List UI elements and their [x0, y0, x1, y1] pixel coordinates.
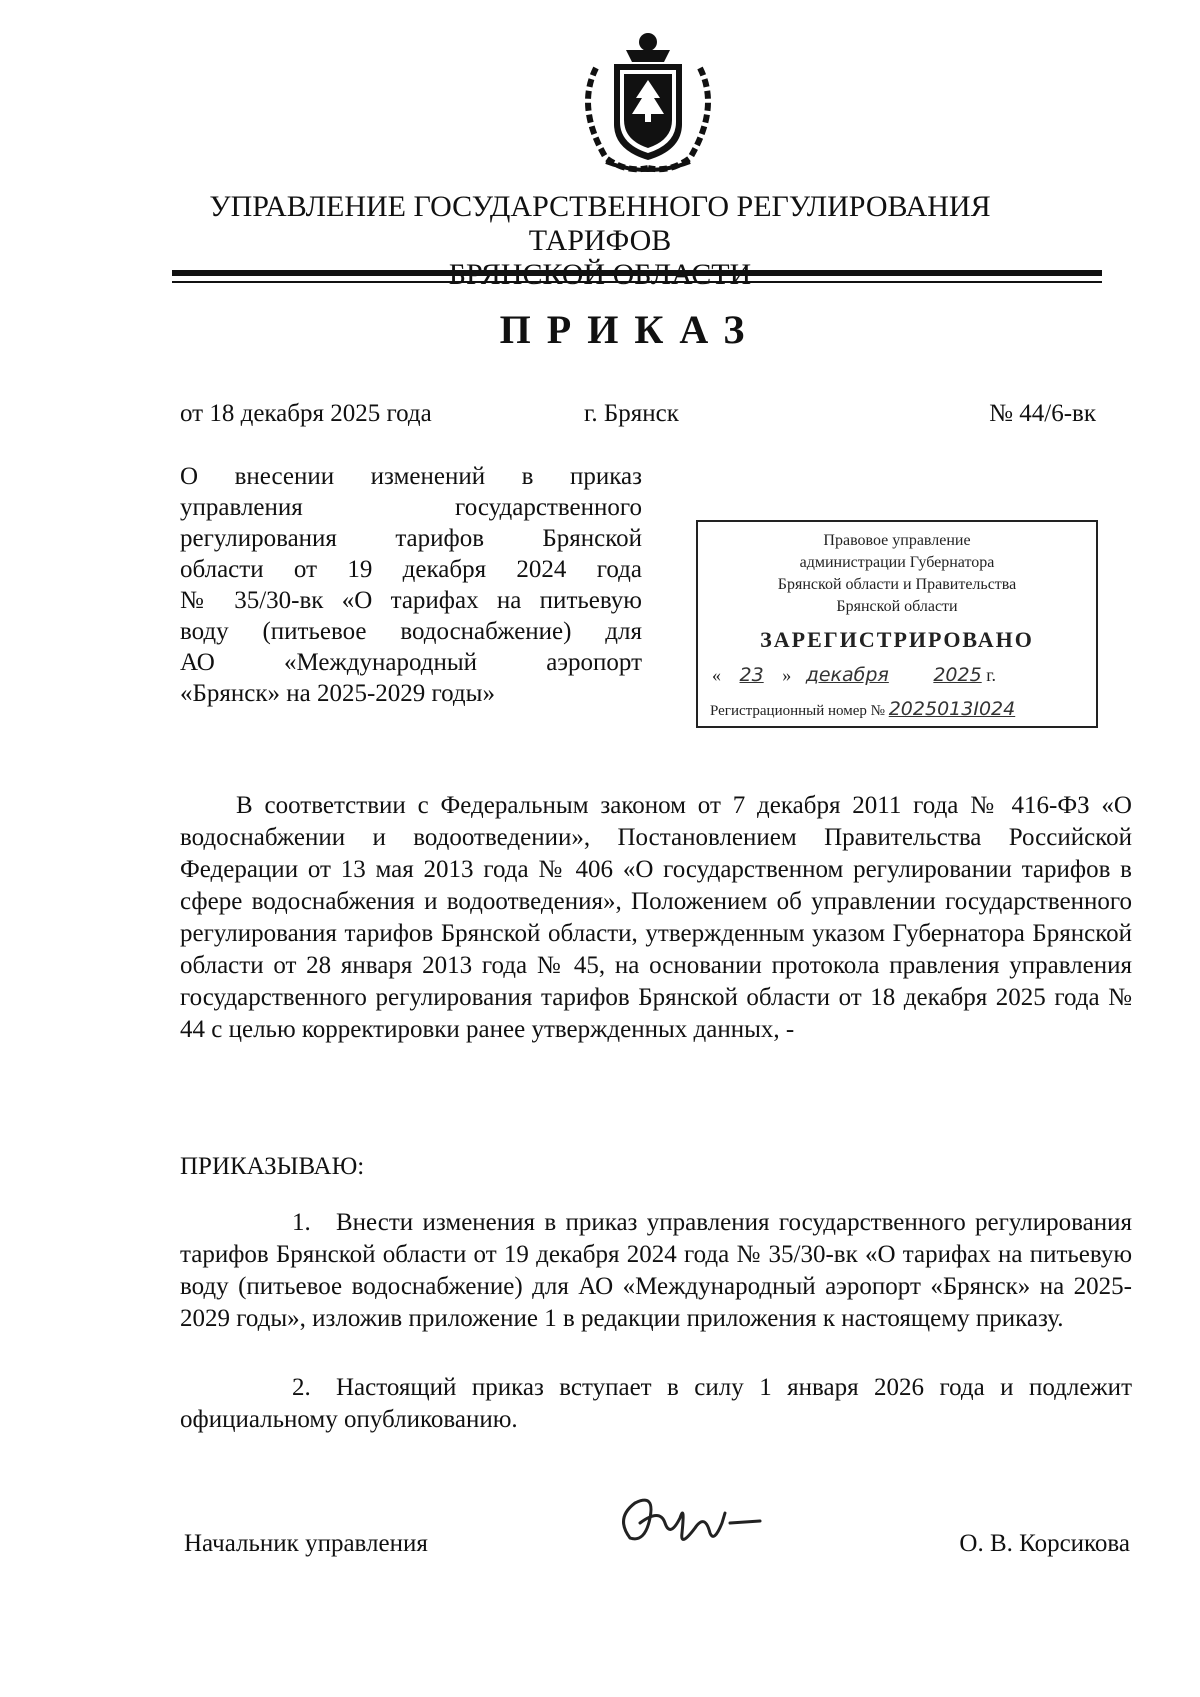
- stamp-date-open-quote: «: [712, 665, 721, 685]
- stamp-line: Правовое управление: [823, 532, 971, 549]
- order-city: г. Брянск: [584, 400, 679, 427]
- stamp-date-suffix: г.: [986, 665, 997, 685]
- stamp-registration: [710, 698, 1090, 720]
- header-divider-thick: [172, 270, 1102, 276]
- registration-stamp: [696, 520, 1098, 728]
- subject-line: области от 19 декабря 2024 года: [180, 556, 642, 583]
- order-item-number: 1.: [292, 1209, 311, 1236]
- subject-line: «Брянск» на 2025-2029 годы»: [180, 680, 495, 707]
- document-type-title: ПРИКАЗ: [499, 307, 761, 352]
- signatory-position: Начальник управления: [184, 1530, 428, 1557]
- order-number: № 44/6-вк: [989, 400, 1096, 427]
- subject-line: воду (питьевое водоснабжение) для: [180, 618, 642, 645]
- stamp-date-year: 2025: [933, 664, 982, 686]
- subject-line: № 35/30-вк «О тарифах на питьевую: [180, 587, 642, 614]
- order-item-number: 2.: [292, 1374, 311, 1401]
- authority-line: УПРАВЛЕНИЕ ГОСУДАРСТВЕННОГО РЕГУЛИРОВАНИЯ ТАРИФОВ: [209, 190, 991, 257]
- stamp-heading: ЗАРЕГИСТРИРОВАНО: [760, 627, 1034, 652]
- preamble-paragraph: В соответствии с Федеральным законом от 7 декабря 2011 года № 416-ФЗ «О водоснабжении и водоотведении», Постановлением Правительства Российской Федерации от 13 мая 2013 года № 406 «О государственном регулировании тарифов в сфере водоснабжения и водоотведения», Положением об управлении государственного регулирования тарифов Брянской области, утвержденным указом Губернатора Брянской области от 28 января 2013 года № 45, на основании протокола правления управления государственного регулирования тарифов Брянской области от 18 декабря 2025 года № 44 с целью корректировки ранее утвержденных данных, -: [180, 792, 1132, 1043]
- signatory-name: О. В. Корсикова: [959, 1530, 1130, 1557]
- order-item: [180, 1207, 1132, 1335]
- order-item-text: Внести изменения в приказ управления государственного регулирования тарифов Брянской области от 19 декабря 2024 года № 35/30-вк «О тарифах на питьевую воду (питьевое водоснабжение) для АО «Международный аэропорт «Брянск» на 2025-2029 годы», изложив приложение 1 в редакции приложения к настоящему приказу.: [180, 1209, 1132, 1332]
- stamp-date-month: декабря: [805, 664, 889, 686]
- order-date: от 18 декабря 2025 года: [180, 400, 432, 427]
- order-item-text: Настоящий приказ вступает в силу 1 января 2026 года и подлежит официальному опубликованию.: [180, 1374, 1132, 1433]
- stamp-date-day: 23: [739, 664, 764, 686]
- header-divider-thin: [172, 281, 1102, 283]
- order-subject: [180, 461, 642, 709]
- order-directive-word: ПРИКАЗЫВАЮ:: [180, 1153, 365, 1180]
- stamp-reg-label: Регистрационный номер №: [710, 703, 885, 719]
- subject-line: управления государственного: [180, 494, 642, 521]
- subject-line: АО «Международный аэропорт: [180, 649, 642, 676]
- handwritten-signature-icon: [610, 1488, 770, 1558]
- stamp-date-close-quote: »: [782, 665, 792, 685]
- subject-line: регулирования тарифов Брянской: [180, 525, 642, 552]
- order-item: [180, 1372, 1132, 1436]
- issuing-authority: [150, 190, 1050, 292]
- subject-line: О внесении изменений в приказ: [180, 463, 642, 490]
- coat-of-arms-icon: [566, 28, 730, 176]
- stamp-reg-number: 2025013I024: [888, 698, 1016, 720]
- stamp-date: [712, 664, 1087, 686]
- stamp-line: Брянской области и Правительства: [777, 576, 1017, 593]
- stamp-line: Брянской области: [836, 598, 958, 615]
- stamp-line: администрации Губернатора: [799, 554, 995, 571]
